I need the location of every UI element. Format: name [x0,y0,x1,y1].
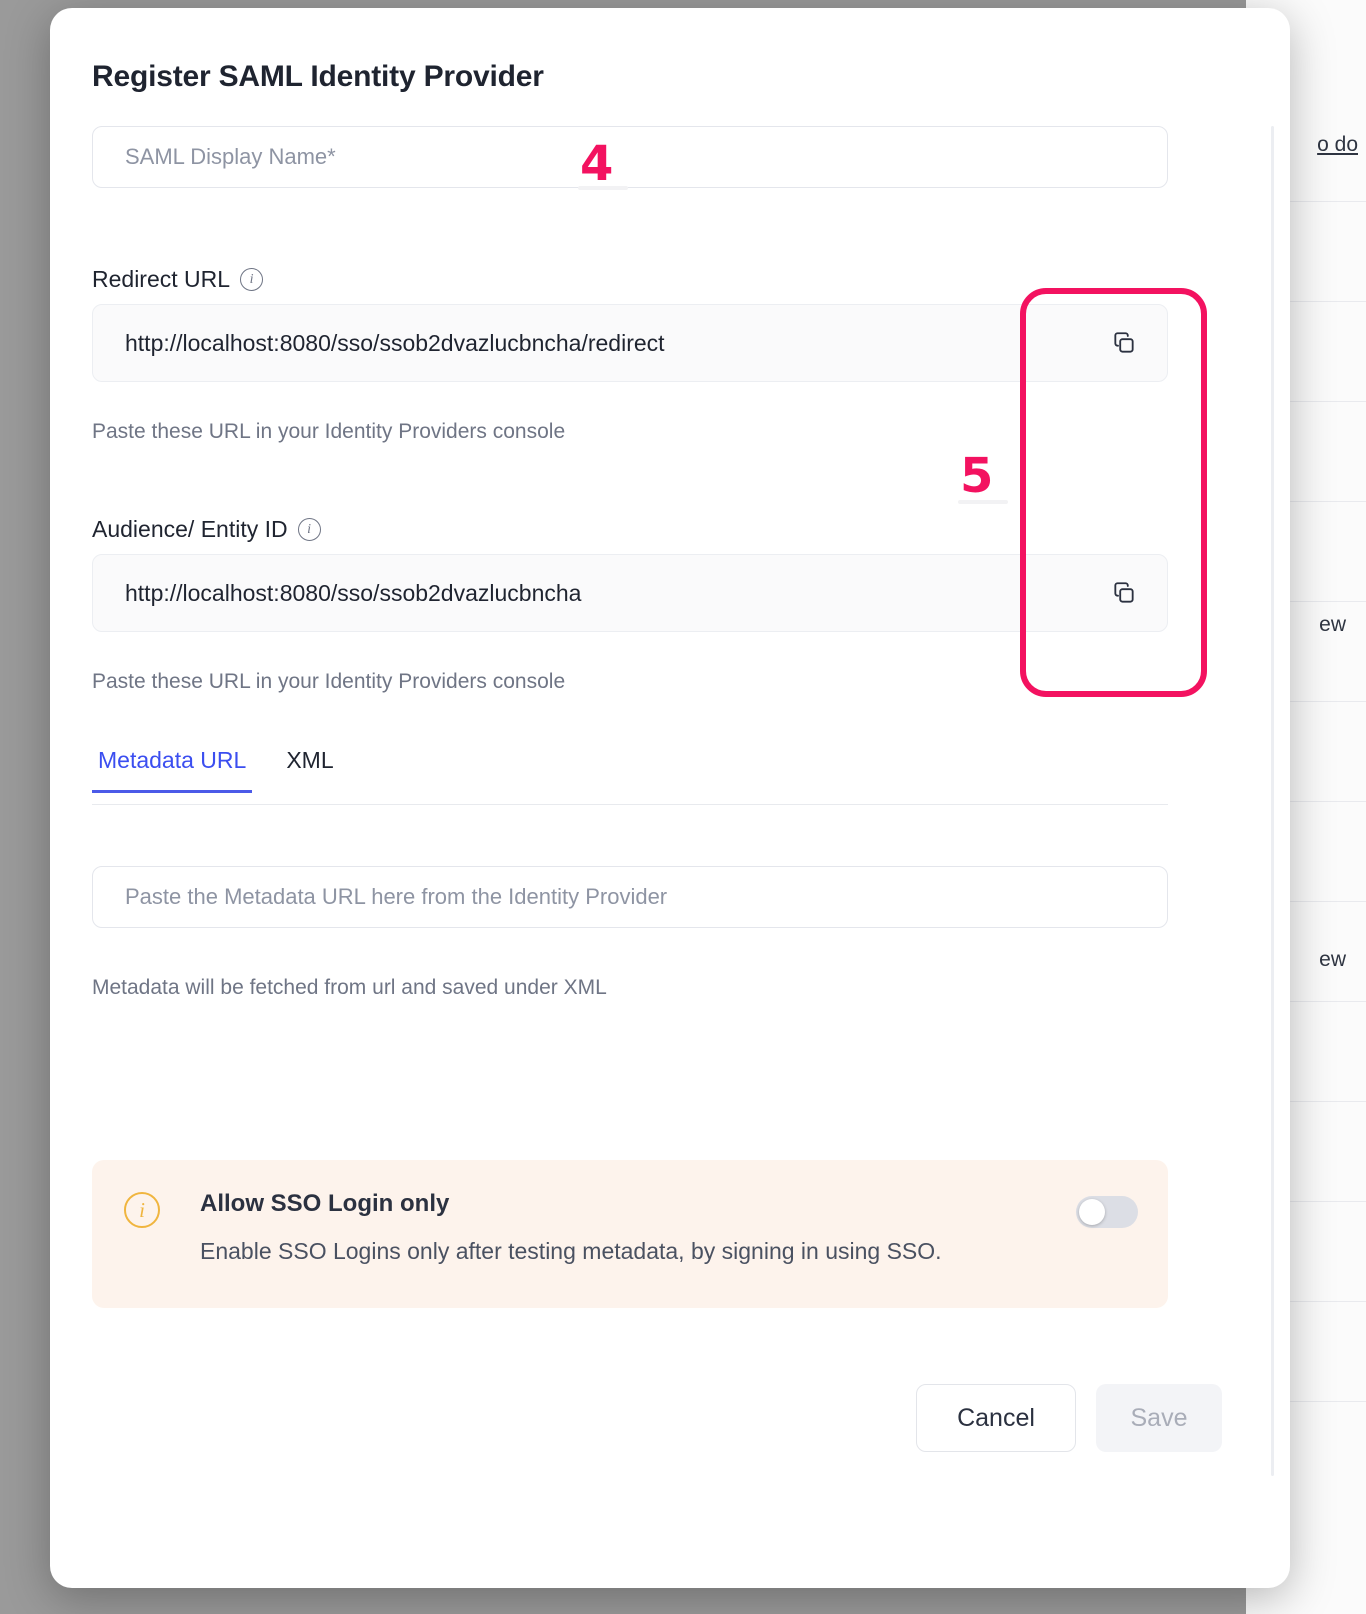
sso-only-description: Enable SSO Logins only after testing metadata, by signing in using SSO. [200,1238,942,1264]
modal-scrollbar[interactable] [1271,126,1274,1476]
audience-entity-id-label-text: Audience/ Entity ID [92,516,288,542]
save-button: Save [1096,1384,1222,1452]
redirect-url-label-text: Redirect URL [92,266,231,292]
metadata-url-helper: Metadata will be fetched from url and saved under XML [92,976,607,999]
info-icon[interactable]: i [298,518,321,541]
sso-only-banner [92,1160,1168,1308]
sso-only-title: Allow SSO Login only [200,1190,450,1217]
info-icon: i [124,1192,160,1228]
page-title: Register SAML Identity Provider [92,60,544,93]
background-row-action-1[interactable]: ew [1319,613,1346,636]
register-saml-idp-modal [50,8,1290,1588]
redirect-url-helper: Paste these URL in your Identity Providers console [92,420,566,443]
background-doc-link[interactable]: o do [1317,133,1358,156]
redirect-url-field [92,304,1168,382]
cancel-button[interactable]: Cancel [916,1384,1076,1452]
background-row-action-2[interactable]: ew [1319,948,1346,971]
audience-entity-id-label [92,516,321,543]
saml-display-name-input[interactable] [92,126,1168,188]
redirect-url-label [92,266,263,293]
copy-icon-redirect[interactable] [1081,305,1167,381]
tab-xml[interactable]: XML [280,746,339,790]
audience-entity-id-helper: Paste these URL in your Identity Providers console [92,670,566,693]
copy-icon-audience[interactable] [1081,555,1167,631]
annotation-step-5: 5 [960,448,994,504]
sso-only-toggle[interactable] [1076,1196,1138,1228]
redirect-url-value: http://localhost:8080/sso/ssob2dvazlucbncha/redirect [125,329,665,356]
info-icon[interactable]: i [240,268,263,291]
toggle-knob [1079,1199,1105,1225]
metadata-url-input[interactable] [92,866,1168,928]
annotation-step-4: 4 [580,136,614,192]
metadata-source-tabs [92,746,1168,805]
audience-entity-id-value: http://localhost:8080/sso/ssob2dvazlucbncha [125,579,582,606]
audience-entity-id-field [92,554,1168,632]
tab-metadata-url[interactable]: Metadata URL [92,746,252,793]
